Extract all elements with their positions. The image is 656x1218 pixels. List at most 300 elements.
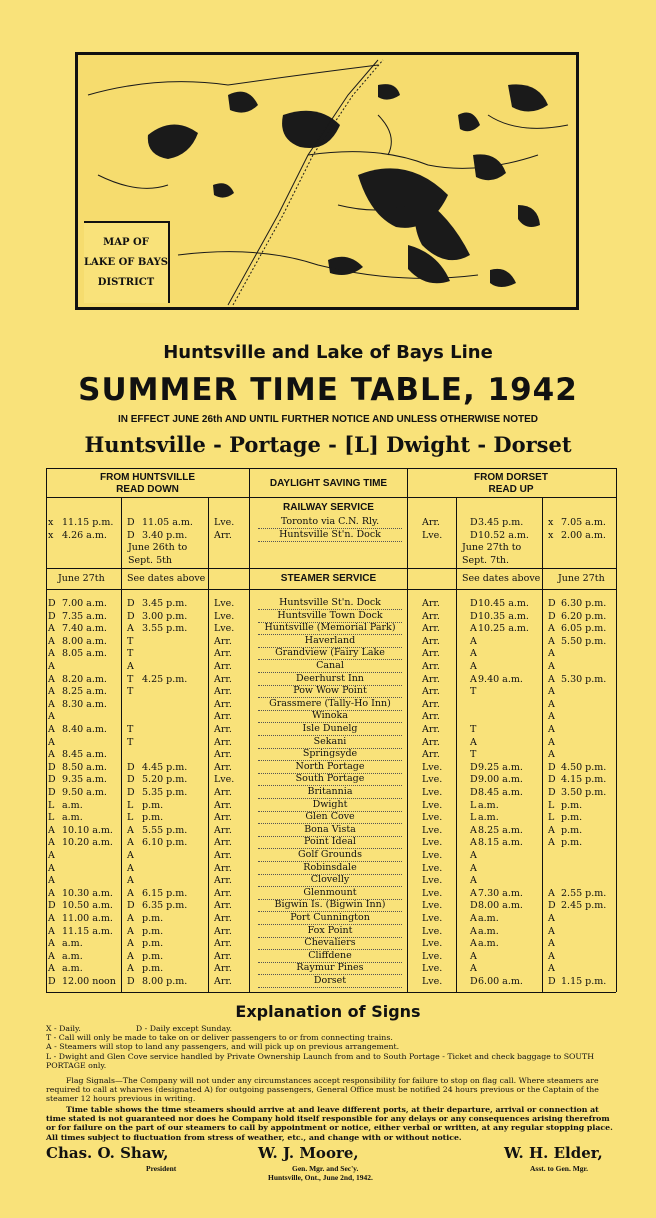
row-left-code: A (48, 711, 55, 723)
notice-text: Time table shows the time steamers should arrive at and leave different ports, at their departure, arrival or connection at time stated is not guaranteed nor does he Company hold itself responsible for any delays or any consequences arising therefrom or for failure on the part of our steamers to call by appointment or notice, either verbal or written, at any regular stopping place. All times subject to fluctuation from stress of weather, etc., and change with or without notice. (46, 1105, 613, 1142)
row-right-code: A (548, 963, 555, 975)
row-dated-code: D (127, 787, 135, 798)
row-dated-code: D (127, 598, 135, 609)
row-direction-left: Arr. (214, 850, 232, 861)
row-right-code: A (548, 635, 555, 647)
row-dated-code-up: D (470, 761, 478, 773)
row-dated-code-up: A (470, 635, 477, 647)
row-direction-left: Lve. (214, 517, 235, 528)
row-direction-left: Arr. (214, 900, 232, 912)
row-right-time: 2.55 p.m. (561, 887, 607, 899)
row-dated-code: L (127, 799, 134, 811)
row-left-time: 8.20 a.m. (62, 673, 107, 685)
row-station: Raymur Pines (258, 962, 402, 975)
row-left-time: 10.20 a.m. (62, 837, 113, 849)
row-dated-time-up: 9.25 a.m. (478, 761, 523, 773)
row-direction-right: Arr. (422, 686, 440, 698)
row-direction-left: Arr. (214, 812, 232, 824)
row-left-time: 8.00 a.m. (62, 635, 107, 647)
row-right-time: 2.00 a.m. (561, 530, 606, 541)
row-right-code: A (548, 749, 555, 761)
row-station: Toronto via C.N. Rly. (258, 516, 402, 529)
row-station: Clovelly (258, 874, 402, 887)
railway-right-note: June 27th to (462, 542, 522, 553)
page-title: SUMMER TIME TABLE, 1942 (78, 372, 578, 408)
row-direction-left: Arr. (214, 749, 232, 761)
row-dated-code: D (127, 530, 135, 541)
row-left-code: A (48, 736, 55, 748)
row-dated-code: A (127, 862, 134, 874)
row-left-code: D (48, 787, 56, 798)
row-station: Britannia (258, 786, 402, 799)
row-right-time: 3.50 p.m. (561, 787, 607, 798)
row-station: Bona Vista (258, 824, 402, 837)
row-direction-right: Lve. (422, 799, 443, 811)
row-station: Sekani (258, 736, 402, 749)
table-bottom-rule (46, 992, 616, 993)
row-left-time: a.m. (62, 963, 83, 975)
row-right-time: 7.05 a.m. (561, 517, 606, 528)
row-dated-time: p.m. (142, 963, 164, 975)
row-left-code: A (48, 850, 55, 861)
row-dated-time-up: 8.45 a.m. (478, 787, 523, 798)
row-dated-time-up: 9.00 a.m. (478, 774, 523, 786)
row-dated-time: 4.45 p.m. (142, 761, 188, 773)
row-direction-left: Arr. (214, 698, 232, 710)
row-right-time: p.m. (561, 837, 583, 849)
row-dated-code: T (127, 724, 134, 735)
row-station: Huntsville (Memorial Park) (258, 622, 402, 635)
row-dated-time-up: 10.35 a.m. (478, 610, 529, 622)
row-dated-code-up: D (470, 610, 478, 622)
row-right-time: p.m. (561, 799, 583, 811)
row-left-time: 4.26 a.m. (62, 530, 107, 541)
row-dated-code-up: D (470, 517, 478, 528)
signature-name: W. H. Elder, (504, 1144, 603, 1162)
row-station: Canal (258, 660, 402, 673)
row-dated-code-up: A (470, 887, 477, 899)
row-station: Point Ideal (258, 836, 402, 849)
row-direction-left: Arr. (214, 530, 232, 541)
railway-right-note: Sept. 7th. (462, 555, 510, 566)
table-row (0, 529, 656, 543)
row-left-time: a.m. (62, 950, 83, 962)
row-dated-code: A (127, 950, 134, 962)
row-station: Port Cunnington (258, 912, 402, 925)
row-left-code: D (48, 598, 56, 609)
row-right-code: D (548, 761, 556, 773)
row-left-code: A (48, 938, 55, 950)
row-dated-code-up: A (470, 913, 477, 924)
row-station: Cliffdene (258, 950, 402, 963)
row-station: Huntsville Town Dock (258, 610, 402, 623)
row-direction-right: Lve. (422, 774, 443, 786)
row-dated-time-up: 10.45 a.m. (478, 598, 529, 609)
row-direction-left: Arr. (214, 887, 232, 899)
row-right-code: D (548, 976, 556, 987)
row-direction-right: Lve. (422, 812, 443, 824)
lake-of-bays-map (75, 52, 579, 310)
row-station: North Portage (258, 761, 402, 774)
row-left-time: 7.40 a.m. (62, 623, 107, 635)
row-dated-code: A (127, 913, 134, 924)
row-dated-time-up: a.m. (478, 938, 499, 950)
row-dated-code-up: A (470, 837, 477, 849)
row-direction-right: Arr. (422, 635, 440, 647)
row-direction-right: Lve. (422, 900, 443, 912)
row-right-code: A (548, 950, 555, 962)
row-left-code: A (48, 661, 55, 672)
row-dated-time: 6.15 p.m. (142, 887, 188, 899)
row-dated-code-up: L (470, 799, 477, 811)
row-dated-time-up: a.m. (478, 925, 499, 937)
signature-title: Asst. to Gen. Mgr. (530, 1164, 589, 1173)
row-station: Fox Point (258, 925, 402, 938)
row-left-time: 9.35 a.m. (62, 774, 107, 786)
row-left-code: D (48, 900, 56, 912)
row-dated-code-up: D (470, 900, 478, 912)
row-dated-code: T (127, 673, 134, 685)
row-dated-time-up: 6.00 a.m. (478, 976, 523, 987)
row-dated-code-up: D (470, 598, 478, 609)
row-dated-code-up: A (470, 661, 477, 672)
row-right-time: 6.05 p.m. (561, 623, 607, 635)
row-direction-left: Arr. (214, 736, 232, 748)
steamer-right-date: June 27th (558, 573, 605, 584)
row-right-code: D (548, 610, 556, 622)
row-direction-right: Lve. (422, 925, 443, 937)
map-label-line: DISTRICT (97, 277, 155, 288)
row-dated-time-up: 7.30 a.m. (478, 887, 523, 899)
row-dated-code: A (127, 963, 134, 975)
row-left-code: A (48, 749, 55, 761)
steamer-service-title: STEAMER SERVICE (280, 573, 377, 584)
row-dated-time-up: a.m. (478, 812, 499, 824)
row-dated-code-up: T (470, 724, 477, 735)
row-dated-time: 5.20 p.m. (142, 774, 188, 786)
row-left-time: 8.50 a.m. (62, 761, 107, 773)
row-direction-left: Arr. (214, 913, 232, 924)
row-station: Bigwin Is. (Bigwin Inn) (258, 899, 402, 912)
row-direction-right: Lve. (422, 850, 443, 861)
row-dated-code-up: A (470, 963, 477, 975)
row-direction-right: Arr. (422, 736, 440, 748)
row-dated-code-up: D (470, 976, 478, 987)
row-direction-right: Lve. (422, 875, 443, 887)
row-right-code: L (548, 812, 555, 824)
row-dated-time: 3.40 p.m. (142, 530, 188, 541)
row-right-time: 1.15 p.m. (561, 976, 607, 987)
row-right-code: A (548, 887, 555, 899)
explanation-title: Explanation of Signs (235, 1002, 421, 1021)
row-dated-code: A (127, 661, 134, 672)
row-station: Pow Wow Point (258, 685, 402, 698)
row-dated-time: p.m. (142, 913, 164, 924)
signature-title: President (146, 1164, 177, 1173)
row-dated-code: T (127, 736, 134, 748)
row-right-code: A (548, 925, 555, 937)
row-left-time: 11.15 p.m. (62, 517, 114, 528)
row-direction-right: Lve. (422, 976, 443, 987)
row-direction-right: Lve. (422, 824, 443, 836)
row-direction-left: Arr. (214, 799, 232, 811)
row-direction-left: Arr. (214, 824, 232, 836)
row-dated-code: D (127, 761, 135, 773)
row-station: South Portage (258, 773, 402, 786)
row-dated-code: D (127, 610, 135, 622)
row-right-time: 4.50 p.m. (561, 761, 607, 773)
railway-left-note: Sept. 5th (128, 555, 173, 566)
row-left-code: A (48, 698, 55, 710)
signature-place-date: Huntsville, Ont., June 2nd, 1942. (268, 1173, 373, 1182)
row-dated-time-up: a.m. (478, 799, 499, 811)
row-station: Deerhurst Inn (258, 673, 402, 686)
row-direction-left: Arr. (214, 862, 232, 874)
row-dated-code: A (127, 837, 134, 849)
row-left-code: A (48, 648, 55, 660)
signature-name: W. J. Moore, (258, 1144, 359, 1162)
row-dated-code-up: T (470, 686, 477, 698)
row-dated-code-up: A (470, 648, 477, 660)
row-direction-right: Lve. (422, 963, 443, 975)
row-dated-code-up: L (470, 812, 477, 824)
row-right-code: A (548, 623, 555, 635)
row-direction-right: Lve. (422, 913, 443, 924)
railway-service-title: RAILWAY SERVICE (283, 502, 374, 513)
steamer-left-dates-note: See dates above (127, 573, 206, 584)
row-dated-code-up: A (470, 875, 477, 887)
row-dated-time: p.m. (142, 799, 164, 811)
header-right (410, 472, 612, 496)
line-name: Huntsville and Lake of Bays Line (163, 342, 493, 363)
row-dated-code-up: A (470, 925, 477, 937)
row-station: Glen Cove (258, 811, 402, 824)
row-direction-left: Arr. (214, 875, 232, 887)
section-rule (46, 589, 616, 590)
signature-name: Chas. O. Shaw, (46, 1144, 169, 1162)
row-dated-code: A (127, 887, 134, 899)
row-direction-left: Arr. (214, 686, 232, 698)
row-direction-right: Arr. (422, 661, 440, 672)
row-direction-left: Arr. (214, 711, 232, 723)
route-title: Huntsville - Portage - [L] Dwight - Dorset (84, 432, 572, 457)
row-dated-code: A (127, 938, 134, 950)
row-dated-time: p.m. (142, 812, 164, 824)
row-direction-left: Lve. (214, 623, 235, 635)
row-dated-code-up: A (470, 736, 477, 748)
row-left-code: D (48, 976, 56, 987)
row-dated-code: A (127, 850, 134, 861)
row-dated-time-up: 8.00 a.m. (478, 900, 523, 912)
row-left-time: 8.30 a.m. (62, 698, 107, 710)
row-dated-time: p.m. (142, 950, 164, 962)
row-station: Chevaliers (258, 937, 402, 950)
row-direction-right: Arr. (422, 711, 440, 723)
row-dated-time-up: a.m. (478, 913, 499, 924)
row-right-time: p.m. (561, 824, 583, 836)
flag-signals-text: Flag Signals—The Company will not under any circumstances accept responsibility for failure to stop on flag call. Where steamers are required to call at wharves (designated A) for outgoing passengers, General Office must be notified 24 hours previous or the Captain of the steamer 12 hours previous in writing. (46, 1076, 599, 1104)
row-right-code: x (548, 517, 554, 528)
row-station: Haverland (258, 635, 402, 648)
row-direction-right: Lve. (422, 862, 443, 874)
row-station: Isle Dunelg (258, 723, 402, 736)
railway-left-note: June 26th to (128, 542, 188, 553)
header-left-line1: FROM HUNTSVILLE (100, 472, 195, 483)
row-station: Dwight (258, 799, 402, 812)
row-direction-right: Arr. (422, 698, 440, 710)
row-right-code: A (548, 824, 555, 836)
row-left-code: D (48, 774, 56, 786)
row-station: Huntsville St'n. Dock (258, 597, 402, 610)
sign-t: T - Call will only be made to take on or deliver passengers to or from connecting trains. (46, 1033, 393, 1043)
row-direction-left: Arr. (214, 938, 232, 950)
row-left-code: A (48, 925, 55, 937)
row-left-code: A (48, 950, 55, 962)
map-label-line: LAKE OF BAYS (84, 257, 168, 268)
row-left-time: 9.50 a.m. (62, 787, 107, 798)
row-dated-code: L (127, 812, 134, 824)
row-left-code: A (48, 963, 55, 975)
map-label-line: MAP OF (103, 237, 149, 248)
row-left-code: L (48, 812, 55, 824)
row-dated-time: 11.05 a.m. (142, 517, 193, 528)
row-left-code: A (48, 875, 55, 887)
row-dated-time: 3.00 p.m. (142, 610, 188, 622)
row-dated-time: 6.35 p.m. (142, 900, 188, 912)
row-dated-code-up: D (470, 787, 478, 798)
row-left-code: A (48, 824, 55, 836)
table-top-rule (46, 468, 616, 469)
row-dated-code-up: A (470, 673, 477, 685)
row-left-code: A (48, 673, 55, 685)
row-dated-time: 8.00 p.m. (142, 976, 188, 987)
row-left-time: 12.00 noon (62, 976, 116, 987)
row-left-time: 11.00 a.m. (62, 913, 113, 924)
row-direction-right: Arr. (422, 623, 440, 635)
signature-title: Gen. Mgr. and Sec'y. (292, 1164, 359, 1173)
row-left-code: L (48, 799, 55, 811)
row-right-code: A (548, 686, 555, 698)
row-left-code: A (48, 837, 55, 849)
row-dated-code-up: D (470, 774, 478, 786)
row-direction-right: Arr. (422, 673, 440, 685)
row-dated-code-up: A (470, 862, 477, 874)
row-left-code: D (48, 761, 56, 773)
sign-l: L - Dwight and Glen Cove service handled by Private Ownership Launch from and to South Portage - Ticket and check baggage to SOUTH PORTAGE only. (46, 1051, 595, 1070)
header-right-line2: READ UP (488, 484, 534, 495)
explanation-signs (46, 1024, 616, 1070)
row-dated-code: A (127, 925, 134, 937)
row-left-time: 8.25 a.m. (62, 686, 107, 698)
row-dated-code: D (127, 900, 135, 912)
row-dated-code-up: T (470, 749, 477, 761)
row-right-time: 4.15 p.m. (561, 774, 607, 786)
row-dated-code-up: D (470, 530, 478, 541)
row-left-code: A (48, 724, 55, 735)
row-dated-code: T (127, 635, 134, 647)
effective-notice: IN EFFECT JUNE 26th AND UNTIL FURTHER NOTICE AND UNLESS OTHERWISE NOTED (117, 414, 539, 425)
table-row (0, 975, 656, 989)
row-right-code: D (548, 900, 556, 912)
row-dated-time-up: 10.52 a.m. (478, 530, 529, 541)
row-direction-left: Arr. (214, 976, 232, 987)
row-right-code: A (548, 648, 555, 660)
table-row (0, 516, 656, 530)
row-direction-right: Lve. (422, 761, 443, 773)
row-direction-right: Arr. (422, 598, 440, 609)
row-dated-code-up: A (470, 938, 477, 950)
row-dated-code-up: A (470, 850, 477, 861)
row-dated-time: 3.45 p.m. (142, 598, 188, 609)
row-direction-left: Arr. (214, 837, 232, 849)
row-dated-code: D (127, 774, 135, 786)
row-left-time: a.m. (62, 812, 83, 824)
row-left-time: 7.35 a.m. (62, 610, 107, 622)
row-station: Huntsville St'n. Dock (258, 529, 402, 542)
row-left-code: A (48, 623, 55, 635)
row-dated-time-up: 8.15 a.m. (478, 837, 523, 849)
header-right-line1: FROM DORSET (474, 472, 548, 483)
row-direction-left: Lve. (214, 598, 235, 609)
row-direction-right: Arr. (422, 517, 440, 528)
row-right-time: 6.20 p.m. (561, 610, 607, 622)
row-direction-right: Lve. (422, 950, 443, 962)
row-dated-time-up: 8.25 a.m. (478, 824, 523, 836)
row-dated-time-up: 3.45 p.m. (478, 517, 524, 528)
sign-line (46, 1024, 616, 1033)
row-left-code: x (48, 530, 54, 541)
row-right-code: A (548, 724, 555, 735)
row-right-code: x (548, 530, 554, 541)
row-dated-time-up: 9.40 a.m. (478, 673, 523, 685)
row-left-time: 10.30 a.m. (62, 887, 113, 899)
row-right-code: D (548, 774, 556, 786)
row-right-code: A (548, 938, 555, 950)
row-direction-right: Arr. (422, 648, 440, 660)
row-station: Grandview (Fairy Lake (258, 647, 402, 660)
row-left-time: 7.00 a.m. (62, 598, 107, 609)
row-direction-left: Arr. (214, 673, 232, 685)
row-dated-code-up: A (470, 950, 477, 962)
row-right-code: L (548, 799, 555, 811)
row-direction-left: Arr. (214, 635, 232, 647)
row-left-time: 8.40 a.m. (62, 724, 107, 735)
row-direction-left: Arr. (214, 950, 232, 962)
row-station: Dorset (258, 975, 402, 988)
row-left-code: D (48, 610, 56, 622)
row-direction-left: Arr. (214, 661, 232, 672)
row-right-time: 6.30 p.m. (561, 598, 607, 609)
row-direction-right: Arr. (422, 749, 440, 761)
sign-a: A - Steamers will stop to land any passengers, and will pick up on previous arrangement. (46, 1042, 400, 1052)
header-left (50, 472, 245, 496)
row-right-time: 5.30 p.m. (561, 673, 607, 685)
row-dated-code: T (127, 686, 134, 698)
row-dated-time: 4.25 p.m. (142, 673, 188, 685)
header-center: DAYLIGHT SAVING TIME (269, 478, 388, 489)
row-direction-right: Lve. (422, 530, 443, 541)
row-right-code: A (548, 673, 555, 685)
row-dated-code: D (127, 517, 135, 528)
row-direction-right: Lve. (422, 938, 443, 950)
row-station: Springsyde (258, 748, 402, 761)
row-right-code: A (548, 736, 555, 748)
sign-x: X - Daily. (46, 1024, 81, 1033)
section-rule (46, 568, 616, 569)
header-left-line2: READ DOWN (116, 484, 179, 495)
row-direction-right: Arr. (422, 724, 440, 735)
row-station: Robinsdale (258, 862, 402, 875)
